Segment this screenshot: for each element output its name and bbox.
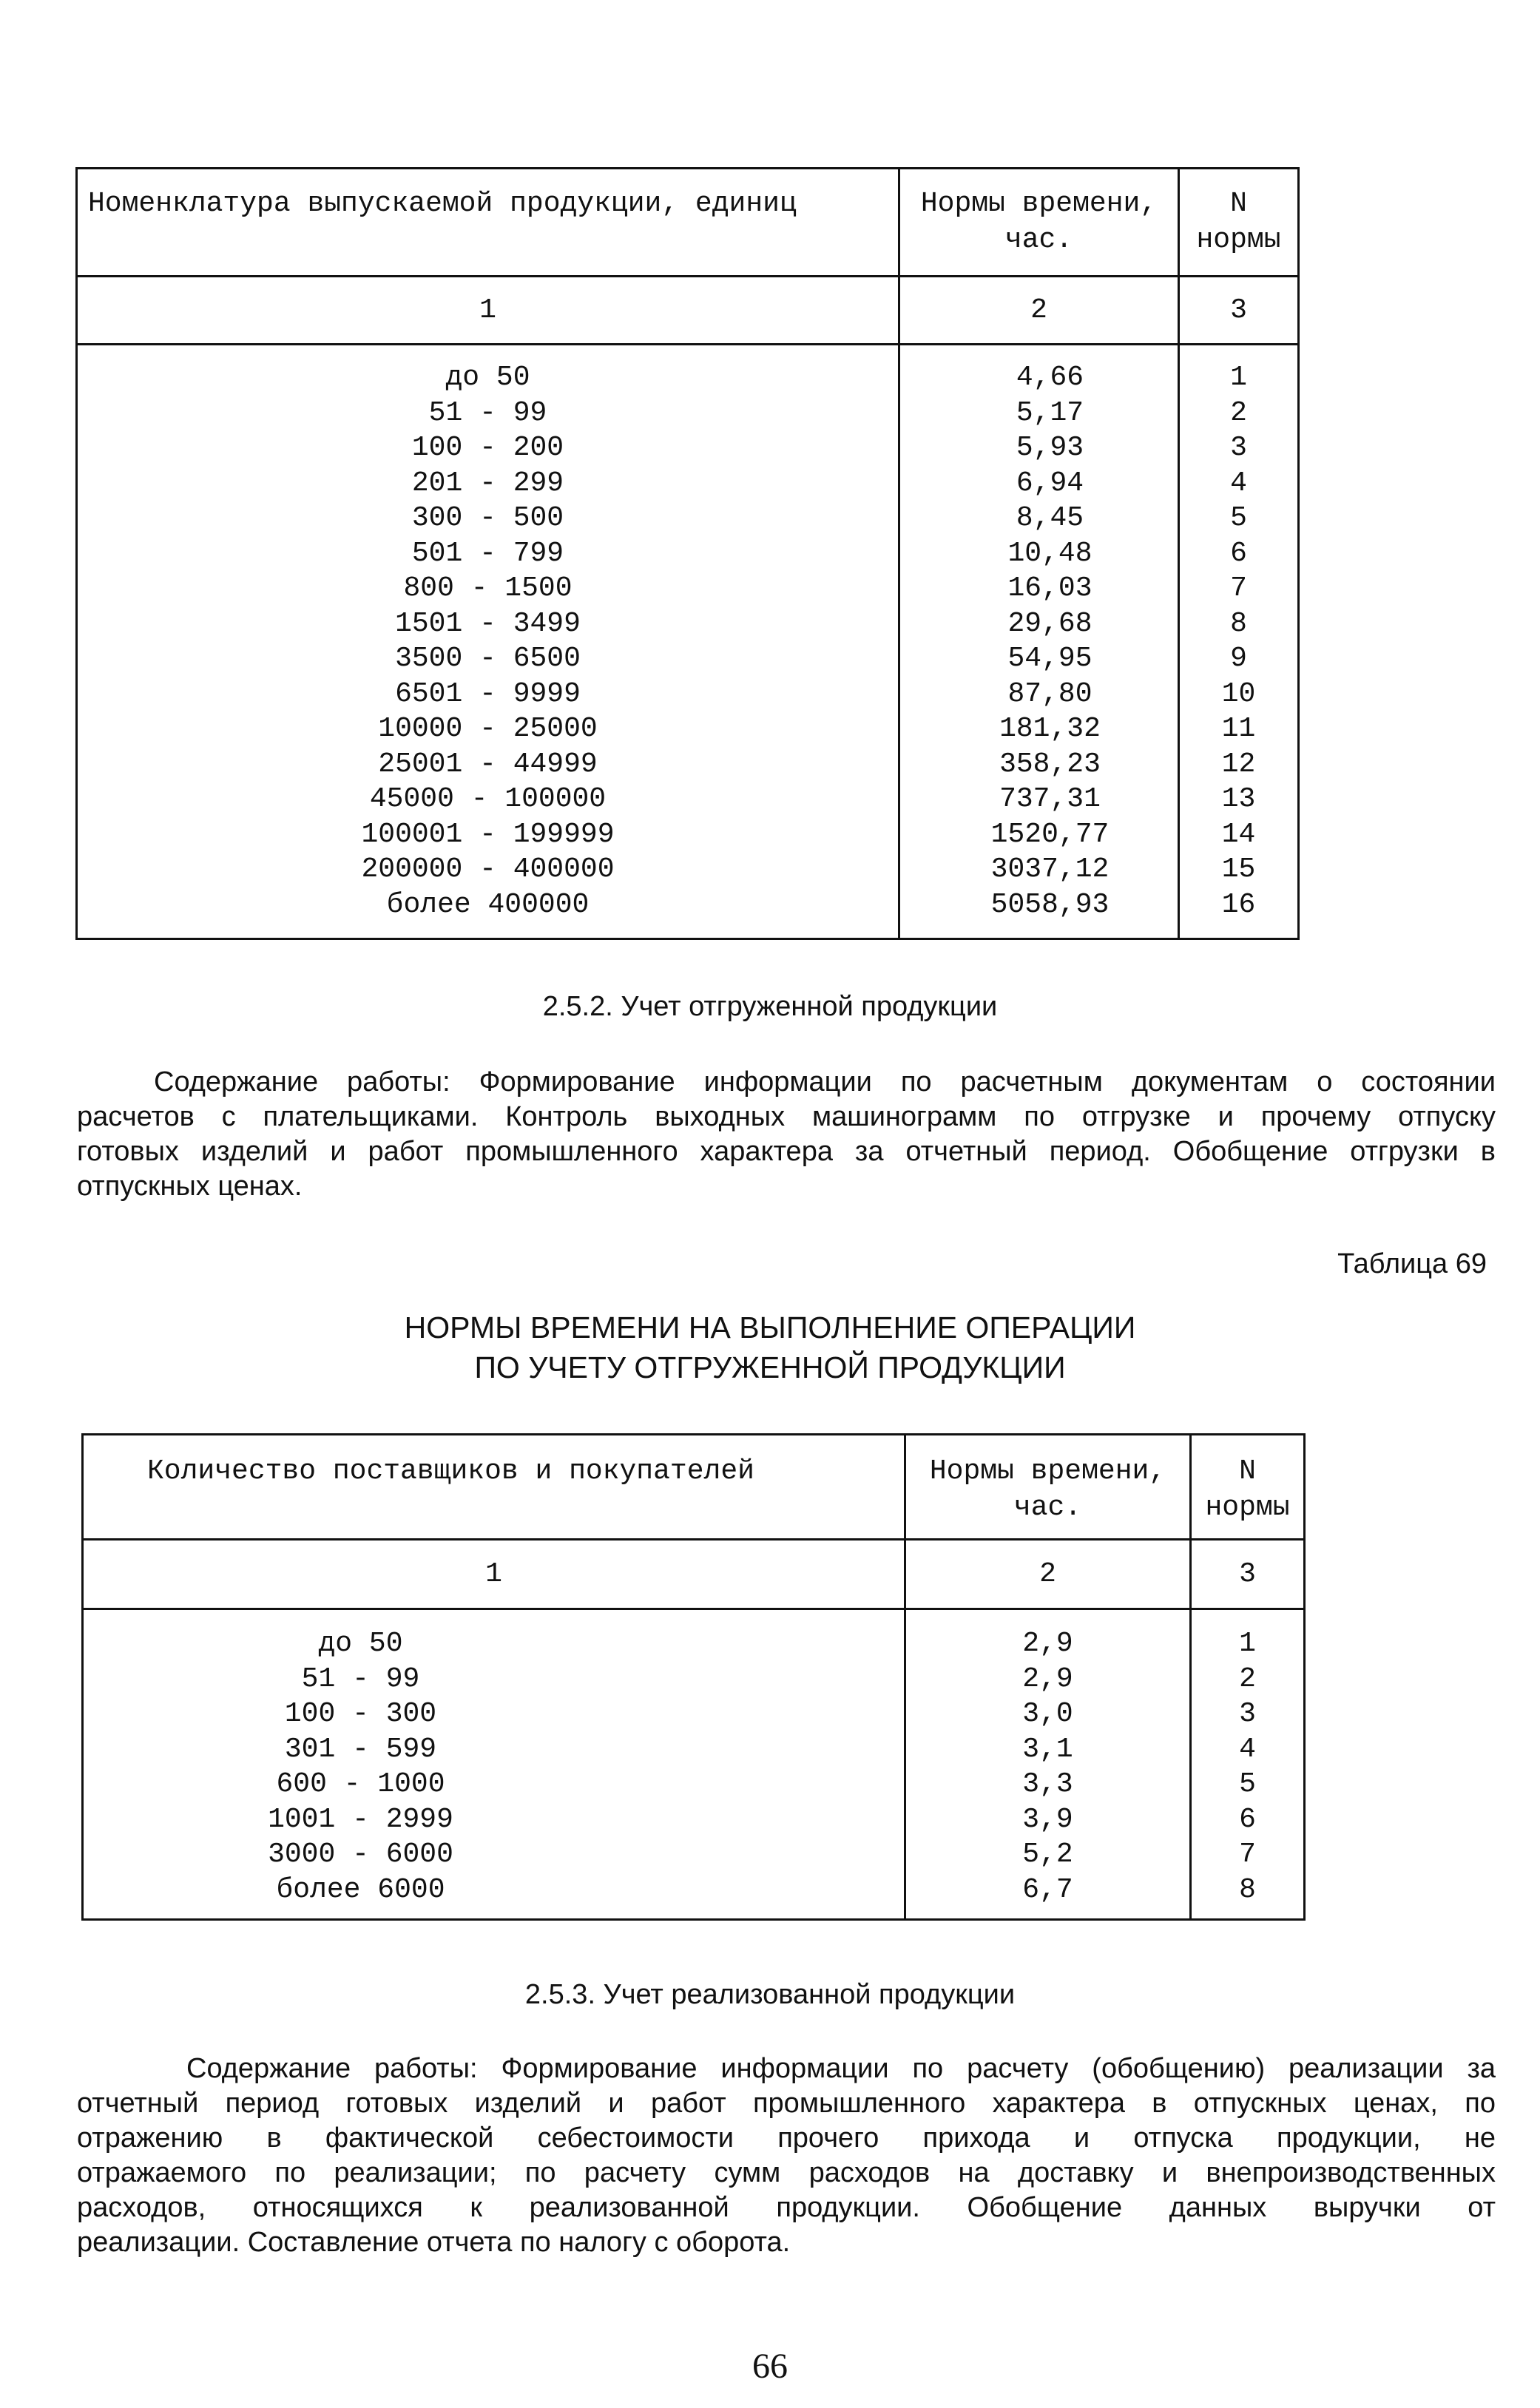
paragraph-line: расходов, относящихся к реализованной продукции. Обобщение данных выручки от xyxy=(77,2192,1496,2223)
table-cell: 2 xyxy=(1239,1663,1256,1695)
table2-header-norms-line2: час. xyxy=(1013,1492,1082,1523)
table2-title-line1: НОРМЫ ВРЕМЕНИ НА ВЫПОЛНЕНИЕ ОПЕРАЦИИ xyxy=(404,1310,1136,1345)
table-cell: 1501 - 3499 xyxy=(395,607,581,640)
table1-header-nomenclature-text: Номенклатура выпускаемой продукции, единиц xyxy=(88,188,797,220)
table1-header-n-line1: N xyxy=(1230,188,1247,220)
table-cell: 29,68 xyxy=(1007,607,1092,640)
table2-col-norms xyxy=(905,1609,1191,1920)
table-cell: 7 xyxy=(1239,1839,1256,1870)
table-cell: 1520,77 xyxy=(990,818,1110,850)
table-cell: 5058,93 xyxy=(990,888,1110,921)
table-cell: 45000 - 100000 xyxy=(369,783,607,815)
table-cell: 16 xyxy=(1221,888,1256,921)
table-cell: 51 - 99 xyxy=(301,1663,420,1695)
table-cell: 13 xyxy=(1221,783,1256,815)
table1-colnum-1: 1 xyxy=(77,277,899,345)
table-cell: 6,94 xyxy=(1016,467,1084,499)
table2-colnum-3: 3 xyxy=(1191,1540,1305,1609)
table-cell: до 50 xyxy=(445,362,530,393)
table-cell: 4 xyxy=(1230,467,1247,499)
table-cell: 10000 - 25000 xyxy=(378,713,598,745)
table-cell: 4,66 xyxy=(1016,362,1084,393)
table-cell: 600 - 1000 xyxy=(276,1768,445,1800)
section-253-heading: 2.5.3. Учет реализованной продукции xyxy=(524,1979,1016,2010)
table-cell: более 400000 xyxy=(386,888,590,921)
table-cell: 300 - 500 xyxy=(411,502,564,534)
table-cell: 201 - 299 xyxy=(411,467,564,499)
table2-header-quantity-text: Количество поставщиков и покупателей xyxy=(147,1455,754,1487)
table2-header-n xyxy=(1191,1435,1305,1540)
table-cell: 3,3 xyxy=(1022,1768,1073,1800)
paragraph-line: готовых изделий и работ промышленного характера за отчетный период. Обобщение отгрузки в xyxy=(77,1136,1496,1167)
table-cell: 501 - 799 xyxy=(411,537,564,569)
table-cell: 51 - 99 xyxy=(428,396,547,429)
table1-col-n xyxy=(1179,345,1299,939)
table2-title xyxy=(0,1308,1540,1387)
table2-header-n-line1: N xyxy=(1239,1455,1256,1487)
table-cell: 181,32 xyxy=(999,713,1101,745)
table-cell: 8 xyxy=(1239,1873,1256,1906)
table-cell: 25001 - 44999 xyxy=(378,748,598,780)
page-number: 66 xyxy=(752,2347,788,2386)
table-cell: 87,80 xyxy=(1007,677,1092,710)
table-cell: 5 xyxy=(1239,1768,1256,1800)
table-cell: 3000 - 6000 xyxy=(268,1839,453,1870)
norms-table-products xyxy=(75,167,1300,940)
table-cell: 2,9 xyxy=(1022,1663,1073,1695)
table-cell: 100 - 300 xyxy=(284,1698,437,1730)
table-cell: 358,23 xyxy=(999,748,1101,780)
table-cell: до 50 xyxy=(318,1628,403,1660)
table1-colnum-2: 2 xyxy=(899,277,1179,345)
table-cell: 3,1 xyxy=(1022,1733,1073,1765)
table2-header-n-line2: нормы xyxy=(1205,1492,1290,1523)
table-cell: 10,48 xyxy=(1007,537,1092,569)
paragraph-line: отражению в фактической себестоимости прочего прихода и отпуска продукции, не xyxy=(77,2123,1496,2154)
table1-header-nomenclature xyxy=(77,169,899,277)
table2-col-quantity xyxy=(83,1609,905,1920)
paragraph-line: отпускных ценах. xyxy=(77,1171,303,1202)
norms-table-suppliers xyxy=(81,1433,1306,1921)
table1-header-norms-line2: час. xyxy=(1004,224,1073,256)
table-cell: 3 xyxy=(1239,1698,1256,1730)
table1-header-norms-line1: Нормы времени, xyxy=(920,188,1158,220)
section-253-paragraph xyxy=(77,2052,1496,2260)
table-cell: 5 xyxy=(1230,502,1247,534)
table-cell: 3500 - 6500 xyxy=(395,643,581,674)
table-cell: 100001 - 199999 xyxy=(361,818,615,850)
table-cell: 3,9 xyxy=(1022,1803,1073,1836)
table-cell: 800 - 1500 xyxy=(403,572,573,604)
table-cell: 10 xyxy=(1221,677,1256,710)
section-252-heading: 2.5.2. Учет отгруженной продукции xyxy=(542,991,998,1022)
table-cell: 100 - 200 xyxy=(411,432,564,464)
table-cell: 5,93 xyxy=(1016,432,1084,464)
table-cell: 1001 - 2999 xyxy=(268,1803,453,1836)
table1-header-n xyxy=(1179,169,1299,277)
table-cell: 5,17 xyxy=(1016,396,1084,429)
table-cell: 1 xyxy=(1239,1628,1256,1660)
table-cell: 6 xyxy=(1239,1803,1256,1836)
table-cell: 2 xyxy=(1230,396,1247,429)
table-cell: 5,2 xyxy=(1022,1839,1073,1870)
paragraph-line: отражаемого по реализации; по расчету сумм расходов на доставку и внепроизводственных xyxy=(77,2157,1496,2188)
table-cell: 7 xyxy=(1230,572,1247,604)
table-cell: 737,31 xyxy=(999,783,1101,815)
table-cell: 200000 - 400000 xyxy=(361,853,615,885)
table-cell: 8,45 xyxy=(1016,502,1084,534)
table1-header-norms xyxy=(899,169,1179,277)
table-caption: Таблица 69 xyxy=(1337,1248,1487,1279)
table-cell: 3037,12 xyxy=(990,853,1110,885)
table-cell: 3 xyxy=(1230,432,1247,464)
table-cell: 2,9 xyxy=(1022,1628,1073,1660)
table-cell: 15 xyxy=(1221,853,1256,885)
paragraph-line: Содержание работы: Формирование информации по расчетным документам о состоянии xyxy=(154,1066,1496,1098)
table2-colnum-1: 1 xyxy=(83,1540,905,1609)
table-cell: 16,03 xyxy=(1007,572,1092,604)
paragraph-line: расчетов с плательщиками. Контроль выходных машинограмм по отгрузке и прочему отпуску xyxy=(77,1101,1496,1132)
table-cell: более 6000 xyxy=(276,1873,445,1906)
table2-header-quantity xyxy=(83,1435,905,1540)
paragraph-line: отчетный период готовых изделий и работ промышленного характера в отпускных ценах, по xyxy=(77,2088,1496,2119)
table-cell: 3,0 xyxy=(1022,1698,1073,1730)
paragraph-line: реализации. Составление отчета по налогу с оборота. xyxy=(77,2227,791,2258)
table-cell: 4 xyxy=(1239,1733,1256,1765)
table-cell: 12 xyxy=(1221,748,1256,780)
table-cell: 11 xyxy=(1221,713,1256,745)
table2-header-norms xyxy=(905,1435,1191,1540)
table-cell: 14 xyxy=(1221,818,1256,850)
table-cell: 6 xyxy=(1230,537,1247,569)
table1-colnum-3: 3 xyxy=(1179,277,1299,345)
section-252-paragraph xyxy=(77,1065,1496,1204)
table-cell: 54,95 xyxy=(1007,643,1092,674)
table1-col-ranges xyxy=(77,345,899,939)
table-cell: 8 xyxy=(1230,607,1247,640)
table2-title-line2: ПО УЧЕТУ ОТГРУЖЕННОЙ ПРОДУКЦИИ xyxy=(474,1350,1066,1384)
table1-col-norms xyxy=(899,345,1179,939)
table-cell: 1 xyxy=(1230,362,1247,393)
table2-header-norms-line1: Нормы времени, xyxy=(929,1455,1166,1487)
table-cell: 9 xyxy=(1230,643,1247,674)
table-cell: 6,7 xyxy=(1022,1873,1073,1906)
table-cell: 301 - 599 xyxy=(284,1733,437,1765)
table2-col-n xyxy=(1191,1609,1305,1920)
table-cell: 6501 - 9999 xyxy=(395,677,581,710)
table2-colnum-2: 2 xyxy=(905,1540,1191,1609)
paragraph-line: Содержание работы: Формирование информации по расчету (обобщению) реализации за xyxy=(186,2053,1496,2084)
table1-header-n-line2: нормы xyxy=(1196,224,1281,256)
